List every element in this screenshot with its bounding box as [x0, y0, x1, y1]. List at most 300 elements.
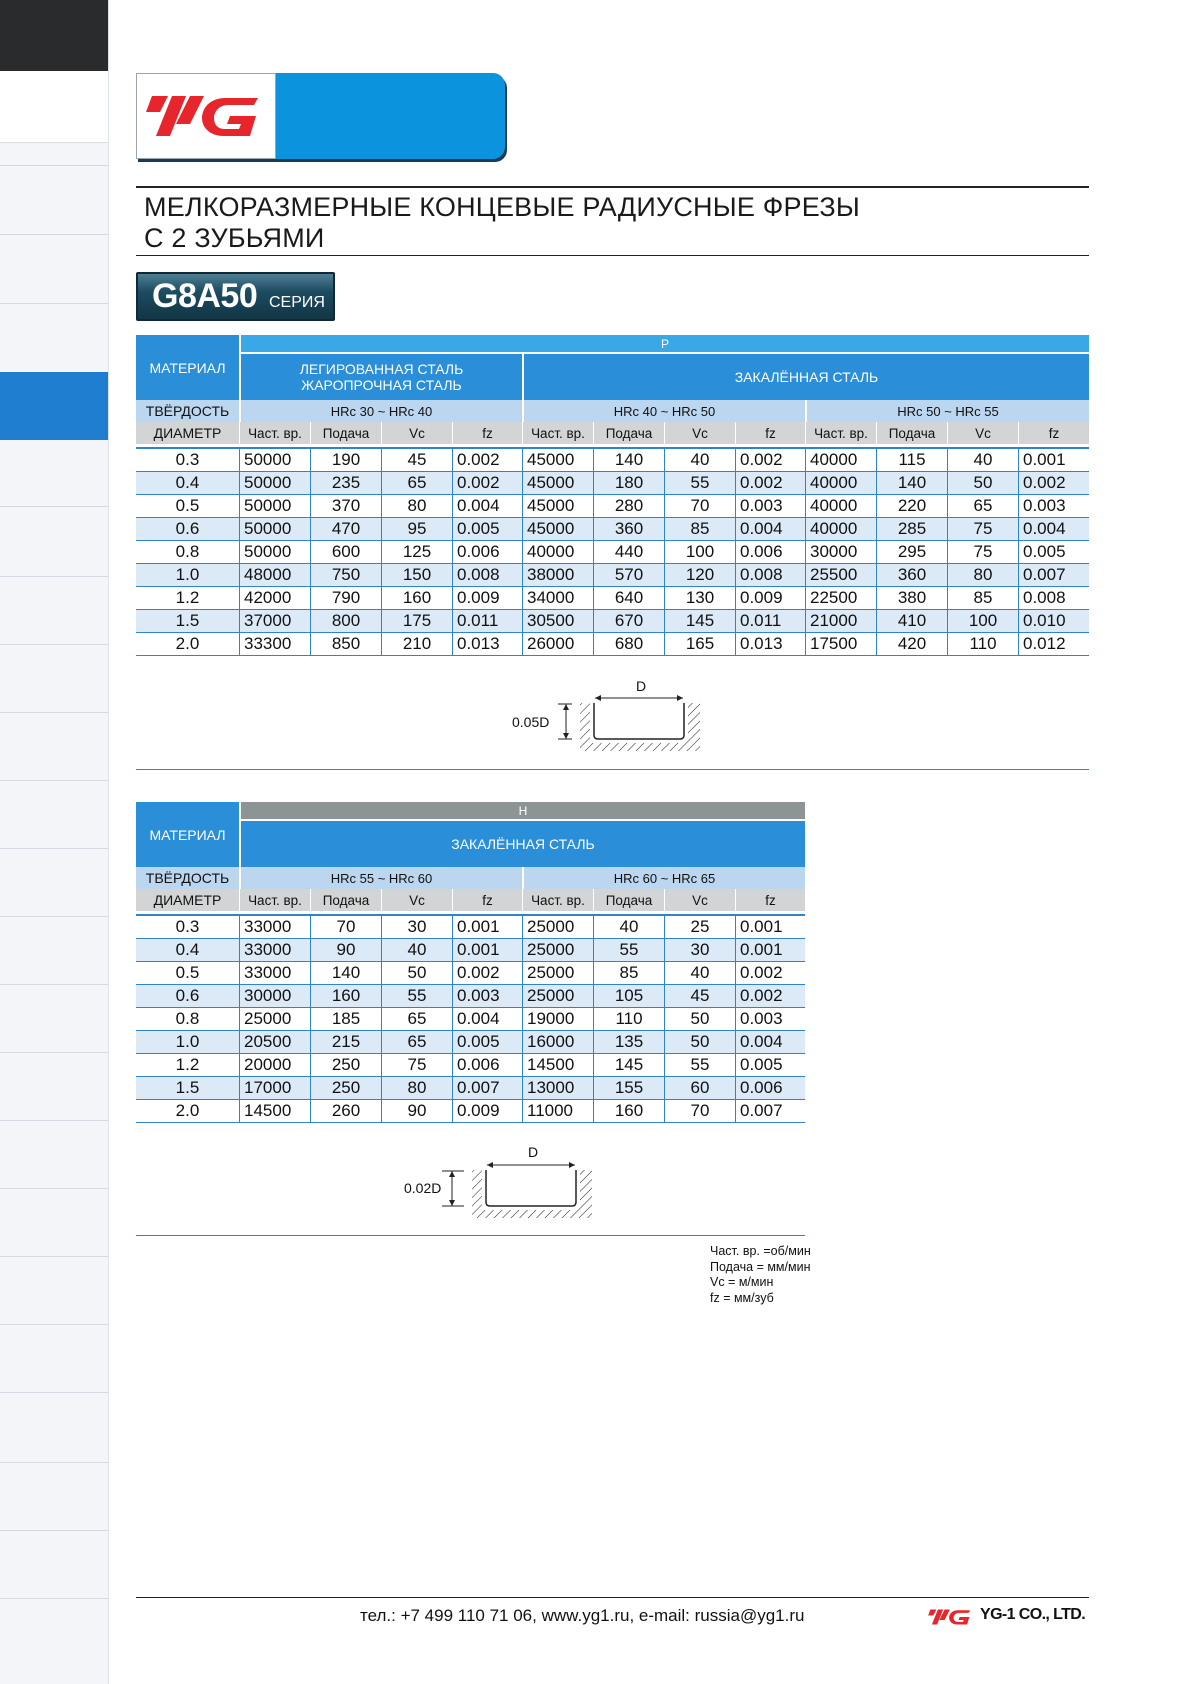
- feed-cell: 360: [593, 518, 664, 540]
- rpm-cell: 20500: [239, 1031, 310, 1053]
- feed-cell: 180: [593, 472, 664, 494]
- rpm-cell: 37000: [239, 610, 310, 632]
- column-header: Част. вр.: [805, 422, 876, 444]
- feed-cell: 260: [310, 1100, 381, 1122]
- units-legend: [710, 1244, 811, 1306]
- fz-cell: 0.008: [735, 564, 805, 586]
- vc-cell: 50: [381, 962, 452, 984]
- radius-profile-diagram-1: [510, 673, 710, 753]
- table-row: [136, 1054, 805, 1077]
- feed-cell: 680: [593, 633, 664, 655]
- rpm-cell: 40000: [805, 495, 876, 517]
- column-header: fz: [452, 889, 522, 911]
- vc-cell: 80: [381, 495, 452, 517]
- feed-cell: 115: [876, 449, 947, 471]
- side-divider: [0, 234, 108, 235]
- feed-cell: 800: [310, 610, 381, 632]
- fz-cell: 0.007: [735, 1100, 805, 1122]
- diameter-cell: 0.8: [175, 542, 200, 561]
- vc-cell: 90: [381, 1100, 452, 1122]
- table-row: [136, 633, 1089, 656]
- rpm-cell: 40000: [805, 472, 876, 494]
- table-row: [136, 1031, 805, 1054]
- vc-cell: 50: [664, 1031, 735, 1053]
- side-divider: [0, 780, 108, 781]
- hardness-label: ТВЁРДОСТЬ: [136, 400, 239, 422]
- feed-cell: 440: [593, 541, 664, 563]
- column-header: Част. вр.: [522, 889, 593, 911]
- vc-cell: 40: [664, 962, 735, 984]
- series-badge: [136, 272, 335, 321]
- rpm-cell: 50000: [239, 449, 310, 471]
- rpm-cell: 33000: [239, 939, 310, 961]
- section-separator: [136, 1235, 805, 1236]
- vc-cell: 160: [381, 587, 452, 609]
- table-row: [136, 564, 1089, 587]
- fz-cell: 0.001: [735, 916, 805, 938]
- diameter-cell: 0.5: [175, 963, 200, 982]
- unit-vc: Vc = м/мин: [710, 1275, 774, 1289]
- vc-cell: 165: [664, 633, 735, 655]
- rpm-cell: 22500: [805, 587, 876, 609]
- vc-cell: 100: [664, 541, 735, 563]
- fz-cell: 0.008: [452, 564, 522, 586]
- vc-cell: 50: [664, 1008, 735, 1030]
- side-navigation-strip: [0, 0, 109, 1684]
- material-hardened-steel: ЗАКАЛЁННАЯ СТАЛЬ: [241, 821, 805, 867]
- vc-cell: 55: [664, 472, 735, 494]
- feed-cell: 790: [310, 587, 381, 609]
- fz-cell: 0.011: [452, 610, 522, 632]
- rpm-cell: 33000: [239, 962, 310, 984]
- column-header: Vc: [381, 889, 452, 911]
- vc-cell: 75: [947, 541, 1018, 563]
- fz-cell: 0.004: [452, 495, 522, 517]
- feed-cell: 105: [593, 985, 664, 1007]
- diameter-cell: 0.4: [175, 473, 200, 492]
- rpm-cell: 40000: [522, 541, 593, 563]
- fz-cell: 0.002: [452, 962, 522, 984]
- diameter-cell: 0.4: [175, 940, 200, 959]
- hardness-range: HRc 60 ~ HRc 65: [522, 867, 805, 889]
- diameter-cell: 1.2: [175, 588, 200, 607]
- vc-cell: 40: [664, 449, 735, 471]
- diameter-cell: 1.2: [175, 1055, 200, 1074]
- rpm-cell: 50000: [239, 472, 310, 494]
- material-hardened-steel: ЗАКАЛЁННАЯ СТАЛЬ: [522, 354, 1089, 400]
- fz-cell: 0.013: [735, 633, 805, 655]
- section-separator: [136, 769, 1089, 770]
- column-header: Подача: [310, 889, 381, 911]
- fz-cell: 0.006: [735, 541, 805, 563]
- yg-logo-small-icon: [928, 1608, 974, 1626]
- fz-cell: 0.001: [452, 916, 522, 938]
- feed-cell: 850: [310, 633, 381, 655]
- column-header: fz: [735, 889, 805, 911]
- feed-cell: 55: [593, 939, 664, 961]
- diagram-label-d: D: [636, 678, 647, 694]
- vc-cell: 45: [664, 985, 735, 1007]
- feed-cell: 250: [310, 1054, 381, 1076]
- feed-cell: 220: [876, 495, 947, 517]
- vc-cell: 110: [947, 633, 1018, 655]
- rpm-cell: 25000: [522, 962, 593, 984]
- material-group-h: H: [241, 802, 805, 819]
- feed-cell: 70: [310, 916, 381, 938]
- fz-cell: 0.001: [735, 939, 805, 961]
- rpm-cell: 33300: [239, 633, 310, 655]
- fz-cell: 0.010: [1018, 610, 1089, 632]
- fz-cell: 0.002: [1018, 472, 1089, 494]
- rpm-cell: 13000: [522, 1077, 593, 1099]
- fz-cell: 0.005: [452, 1031, 522, 1053]
- title-rule-bottom: [136, 255, 1089, 256]
- feed-cell: 470: [310, 518, 381, 540]
- feed-cell: 185: [310, 1008, 381, 1030]
- unit-fz: fz = мм/зуб: [710, 1290, 774, 1305]
- vc-cell: 65: [381, 472, 452, 494]
- fz-cell: 0.001: [452, 939, 522, 961]
- side-dark-block: [0, 0, 108, 71]
- column-header: Vc: [664, 889, 735, 911]
- rpm-cell: 19000: [522, 1008, 593, 1030]
- rpm-cell: 50000: [239, 495, 310, 517]
- feed-cell: 640: [593, 587, 664, 609]
- fz-cell: 0.006: [452, 541, 522, 563]
- diagram-label-d: D: [528, 1144, 539, 1160]
- vc-cell: 70: [664, 1100, 735, 1122]
- vc-cell: 25: [664, 916, 735, 938]
- feed-cell: 160: [310, 985, 381, 1007]
- side-divider: [0, 916, 108, 917]
- rpm-cell: 42000: [239, 587, 310, 609]
- feed-cell: 295: [876, 541, 947, 563]
- page-title: [144, 192, 1044, 254]
- material-group-p: P: [241, 335, 1089, 352]
- rpm-cell: 45000: [522, 472, 593, 494]
- material-alloy-steel: [241, 354, 522, 400]
- vc-cell: 65: [381, 1031, 452, 1053]
- hardness-range: HRc 40 ~ HRc 50: [522, 400, 805, 422]
- material-label: МАТЕРИАЛ: [136, 335, 239, 400]
- fz-cell: 0.006: [735, 1077, 805, 1099]
- fz-cell: 0.002: [735, 449, 805, 471]
- feed-cell: 215: [310, 1031, 381, 1053]
- vc-cell: 145: [664, 610, 735, 632]
- fz-cell: 0.002: [452, 449, 522, 471]
- fz-cell: 0.005: [452, 518, 522, 540]
- rpm-cell: 17500: [805, 633, 876, 655]
- feed-cell: 750: [310, 564, 381, 586]
- side-divider: [0, 1188, 108, 1189]
- diameter-cell: 1.5: [175, 611, 200, 630]
- vc-cell: 75: [947, 518, 1018, 540]
- table-row: [136, 587, 1089, 610]
- side-divider: [0, 1052, 108, 1053]
- rpm-cell: 14500: [522, 1054, 593, 1076]
- feed-cell: 135: [593, 1031, 664, 1053]
- feed-cell: 140: [876, 472, 947, 494]
- feed-cell: 40: [593, 916, 664, 938]
- fz-cell: 0.002: [452, 472, 522, 494]
- column-header: Подача: [876, 422, 947, 444]
- vc-cell: 50: [947, 472, 1018, 494]
- diameter-cell: 1.0: [175, 1032, 200, 1051]
- rpm-cell: 30500: [522, 610, 593, 632]
- diameter-cell: 0.5: [175, 496, 200, 515]
- side-divider: [0, 1598, 108, 1599]
- title-rule-top: [136, 186, 1089, 188]
- rpm-cell: 38000: [522, 564, 593, 586]
- unit-rpm: Част. вр. =об/мин: [710, 1244, 811, 1258]
- rpm-cell: 34000: [522, 587, 593, 609]
- vc-cell: 210: [381, 633, 452, 655]
- vc-cell: 40: [381, 939, 452, 961]
- table-row: [136, 472, 1089, 495]
- feed-cell: 140: [310, 962, 381, 984]
- table-row: [136, 495, 1089, 518]
- rpm-cell: 25000: [522, 916, 593, 938]
- column-header: Vc: [947, 422, 1018, 444]
- rpm-cell: 48000: [239, 564, 310, 586]
- fz-cell: 0.009: [735, 587, 805, 609]
- side-divider: [0, 1256, 108, 1257]
- material-label: МАТЕРИАЛ: [136, 802, 239, 867]
- hardness-range: HRc 30 ~ HRc 40: [239, 400, 522, 422]
- diagram-label-depth: 0.02D: [404, 1180, 442, 1196]
- fz-cell: 0.002: [735, 472, 805, 494]
- rpm-cell: 50000: [239, 518, 310, 540]
- yg-logo: [136, 73, 276, 159]
- rpm-cell: 25000: [239, 1008, 310, 1030]
- brand-header: [136, 73, 506, 161]
- table-body: [136, 449, 1089, 656]
- fz-cell: 0.007: [1018, 564, 1089, 586]
- series-suffix: СЕРИЯ: [269, 294, 325, 311]
- unit-feed: Подача = мм/мин: [710, 1259, 811, 1274]
- diameter-cell: 0.8: [175, 1009, 200, 1028]
- fz-cell: 0.007: [452, 1077, 522, 1099]
- table-row: [136, 541, 1089, 564]
- fz-cell: 0.004: [1018, 518, 1089, 540]
- hardness-label: ТВЁРДОСТЬ: [136, 867, 239, 889]
- vc-cell: 70: [664, 495, 735, 517]
- side-active-tab[interactable]: [0, 372, 108, 440]
- column-header: Подача: [593, 889, 664, 911]
- diameter-cell: 0.6: [175, 519, 200, 538]
- fz-cell: 0.004: [735, 1031, 805, 1053]
- feed-cell: 90: [310, 939, 381, 961]
- table-row: [136, 610, 1089, 633]
- feed-cell: 370: [310, 495, 381, 517]
- feed-cell: 420: [876, 633, 947, 655]
- feed-cell: 85: [593, 962, 664, 984]
- table-row: [136, 1077, 805, 1100]
- vc-cell: 65: [381, 1008, 452, 1030]
- table-row: [136, 985, 805, 1008]
- page-title-line1: МЕЛКОРАЗМЕРНЫЕ КОНЦЕВЫЕ РАДИУСНЫЕ ФРЕЗЫ: [144, 192, 860, 222]
- feed-cell: 190: [310, 449, 381, 471]
- hardness-range: HRc 55 ~ HRc 60: [239, 867, 522, 889]
- fz-cell: 0.003: [452, 985, 522, 1007]
- feed-cell: 280: [593, 495, 664, 517]
- diagram-label-depth: 0.05D: [512, 714, 550, 730]
- fz-cell: 0.009: [452, 1100, 522, 1122]
- rpm-cell: 40000: [805, 518, 876, 540]
- fz-cell: 0.006: [452, 1054, 522, 1076]
- feed-cell: 235: [310, 472, 381, 494]
- rpm-cell: 26000: [522, 633, 593, 655]
- column-header: fz: [735, 422, 805, 444]
- vc-cell: 80: [947, 564, 1018, 586]
- side-divider: [0, 644, 108, 645]
- rpm-cell: 21000: [805, 610, 876, 632]
- vc-cell: 130: [664, 587, 735, 609]
- footer-brand: [928, 1606, 1088, 1628]
- side-divider: [0, 1324, 108, 1325]
- vc-cell: 125: [381, 541, 452, 563]
- table-row: [136, 962, 805, 985]
- rpm-cell: 20000: [239, 1054, 310, 1076]
- side-divider: [0, 984, 108, 985]
- column-header: Част. вр.: [522, 422, 593, 444]
- rpm-cell: 14500: [239, 1100, 310, 1122]
- fz-cell: 0.001: [1018, 449, 1089, 471]
- diameter-cell: 2.0: [175, 1101, 200, 1120]
- column-header: Подача: [310, 422, 381, 444]
- fz-cell: 0.004: [735, 518, 805, 540]
- page-title-line2: С 2 ЗУБЬЯМИ: [144, 223, 325, 253]
- vc-cell: 60: [664, 1077, 735, 1099]
- fz-cell: 0.013: [452, 633, 522, 655]
- table-body: [136, 916, 805, 1123]
- vc-cell: 45: [381, 449, 452, 471]
- feed-cell: 670: [593, 610, 664, 632]
- fz-cell: 0.009: [452, 587, 522, 609]
- table-row: [136, 449, 1089, 472]
- vc-cell: 80: [381, 1077, 452, 1099]
- feed-cell: 360: [876, 564, 947, 586]
- feed-cell: 145: [593, 1054, 664, 1076]
- column-header: Vc: [381, 422, 452, 444]
- side-divider: [0, 506, 108, 507]
- rpm-cell: 17000: [239, 1077, 310, 1099]
- column-header: Vc: [664, 422, 735, 444]
- table-row: [136, 518, 1089, 541]
- vc-cell: 40: [947, 449, 1018, 471]
- column-header: Част. вр.: [239, 422, 310, 444]
- feed-cell: 570: [593, 564, 664, 586]
- feed-cell: 155: [593, 1077, 664, 1099]
- side-divider: [0, 712, 108, 713]
- vc-cell: 95: [381, 518, 452, 540]
- fz-cell: 0.003: [735, 1008, 805, 1030]
- side-divider: [0, 1392, 108, 1393]
- fz-cell: 0.005: [735, 1054, 805, 1076]
- table-row: [136, 1100, 805, 1123]
- rpm-cell: 50000: [239, 541, 310, 563]
- column-header: Подача: [593, 422, 664, 444]
- rpm-cell: 45000: [522, 495, 593, 517]
- rpm-cell: 30000: [805, 541, 876, 563]
- feed-cell: 140: [593, 449, 664, 471]
- vc-cell: 120: [664, 564, 735, 586]
- fz-cell: 0.004: [452, 1008, 522, 1030]
- fz-cell: 0.002: [735, 985, 805, 1007]
- rpm-cell: 30000: [239, 985, 310, 1007]
- vc-cell: 55: [664, 1054, 735, 1076]
- vc-cell: 175: [381, 610, 452, 632]
- feed-cell: 110: [593, 1008, 664, 1030]
- column-header: fz: [1018, 422, 1089, 444]
- column-header: fz: [452, 422, 522, 444]
- vc-cell: 30: [664, 939, 735, 961]
- fz-cell: 0.005: [1018, 541, 1089, 563]
- footer-rule: [136, 1597, 1089, 1598]
- rpm-cell: 25000: [522, 939, 593, 961]
- vc-cell: 75: [381, 1054, 452, 1076]
- side-divider: [0, 848, 108, 849]
- table-row: [136, 939, 805, 962]
- diameter-label: ДИАМЕТР: [136, 889, 239, 911]
- feed-cell: 380: [876, 587, 947, 609]
- rpm-cell: 40000: [805, 449, 876, 471]
- cutting-data-table-h: [136, 802, 805, 1123]
- rpm-cell: 33000: [239, 916, 310, 938]
- diameter-cell: 1.0: [175, 565, 200, 584]
- table-row: [136, 1008, 805, 1031]
- fz-cell: 0.003: [735, 495, 805, 517]
- vc-cell: 85: [664, 518, 735, 540]
- vc-cell: 150: [381, 564, 452, 586]
- column-header: Част. вр.: [239, 889, 310, 911]
- fz-cell: 0.003: [1018, 495, 1089, 517]
- feed-cell: 250: [310, 1077, 381, 1099]
- diameter-cell: 0.3: [175, 450, 200, 469]
- footer-contact: тел.: +7 499 110 71 06, www.yg1.ru, e-mail: russia@yg1.ru: [360, 1606, 805, 1625]
- table-row: [136, 916, 805, 939]
- yg-logo-icon: [146, 92, 268, 140]
- side-divider: [0, 1462, 108, 1463]
- rpm-cell: 11000: [522, 1100, 593, 1122]
- diameter-label: ДИАМЕТР: [136, 422, 239, 444]
- rpm-cell: 16000: [522, 1031, 593, 1053]
- side-divider: [0, 576, 108, 577]
- series-code: G8A50: [152, 277, 258, 315]
- feed-cell: 160: [593, 1100, 664, 1122]
- diameter-cell: 2.0: [175, 634, 200, 653]
- feed-cell: 285: [876, 518, 947, 540]
- feed-cell: 410: [876, 610, 947, 632]
- hardness-range: HRc 50 ~ HRc 55: [805, 400, 1089, 422]
- material-alloy-steel-line1: ЛЕГИРОВАННАЯ СТАЛЬ: [299, 361, 464, 377]
- side-divider: [0, 1530, 108, 1531]
- vc-cell: 85: [947, 587, 1018, 609]
- vc-cell: 100: [947, 610, 1018, 632]
- side-divider: [0, 165, 108, 166]
- vc-cell: 30: [381, 916, 452, 938]
- vc-cell: 55: [381, 985, 452, 1007]
- fz-cell: 0.008: [1018, 587, 1089, 609]
- side-divider: [0, 1120, 108, 1121]
- side-white-block: [0, 71, 108, 143]
- side-divider: [0, 303, 108, 304]
- rpm-cell: 25500: [805, 564, 876, 586]
- footer-company: YG-1 CO., LTD.: [980, 1606, 1086, 1623]
- cutting-data-table-p: [136, 335, 1089, 656]
- vc-cell: 65: [947, 495, 1018, 517]
- fz-cell: 0.002: [735, 962, 805, 984]
